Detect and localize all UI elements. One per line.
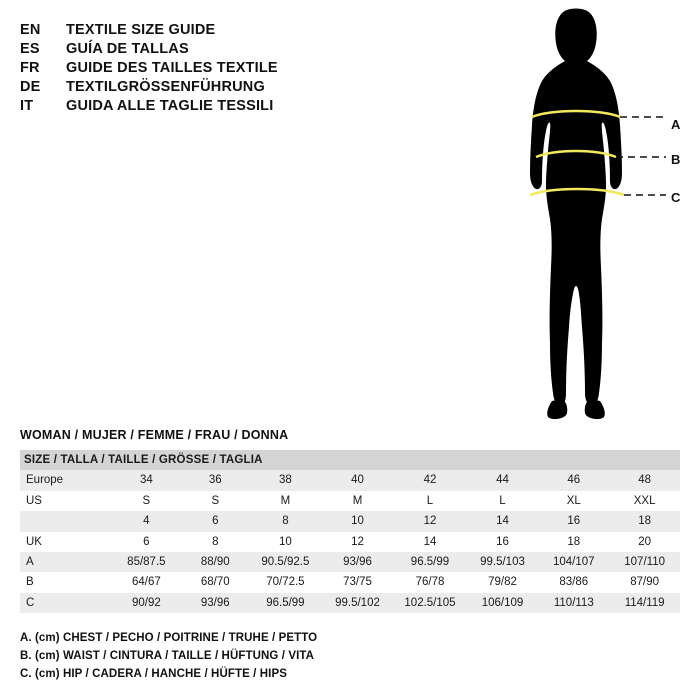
table-cell: 34 — [111, 470, 181, 490]
table-cell: 83/86 — [538, 572, 609, 592]
table-cell: 99.5/103 — [467, 552, 539, 572]
table-row — [20, 552, 680, 572]
measure-label-b: B — [671, 152, 681, 167]
table-cell: 12 — [322, 532, 394, 552]
table-row — [20, 470, 680, 490]
table-cell: 107/110 — [609, 552, 680, 572]
section-title: WOMAN / MUJER / FEMME / FRAU / DONNA — [20, 428, 289, 442]
language-title: GUIDE DES TAILLES TEXTILE — [66, 60, 278, 76]
table-cell: 16 — [538, 511, 609, 531]
table-cell: 99.5/102 — [322, 593, 394, 613]
table-cell: 96.5/99 — [249, 593, 322, 613]
language-row — [20, 41, 340, 57]
table-row — [20, 532, 680, 552]
table-cell: 10 — [322, 511, 394, 531]
female-silhouette-icon — [470, 5, 700, 435]
table-cell: 106/109 — [467, 593, 539, 613]
size-table-section — [20, 428, 680, 613]
table-cell: XXL — [609, 491, 680, 511]
table-cell: 4 — [111, 511, 181, 531]
row-label: C — [20, 593, 111, 613]
table-cell: 38 — [249, 470, 322, 490]
table-cell: S — [181, 491, 249, 511]
table-cell: 20 — [609, 532, 680, 552]
row-label — [20, 511, 111, 531]
table-cell: S — [111, 491, 181, 511]
legend-note-a: A. (cm) CHEST / PECHO / POITRINE / TRUHE / PETTO — [20, 632, 318, 644]
measurement-legend — [20, 632, 680, 686]
language-code: IT — [20, 98, 34, 114]
table-cell: 96.5/99 — [393, 552, 466, 572]
table-cell: 12 — [393, 511, 466, 531]
table-cell: 93/96 — [322, 552, 394, 572]
language-code: DE — [20, 79, 41, 95]
language-title-list — [20, 22, 340, 117]
table-header-label: SIZE / TALLA / TAILLE / GRÖSSE / TAGLIA — [20, 450, 680, 470]
language-code: EN — [20, 22, 41, 38]
table-cell: 40 — [322, 470, 394, 490]
table-cell: 64/67 — [111, 572, 181, 592]
table-cell: 48 — [609, 470, 680, 490]
table-cell: 16 — [467, 532, 539, 552]
table-cell: 6 — [181, 511, 249, 531]
language-row — [20, 60, 340, 76]
row-label: B — [20, 572, 111, 592]
table-cell: 36 — [181, 470, 249, 490]
table-cell: M — [322, 491, 394, 511]
table-cell: 44 — [467, 470, 539, 490]
legend-note-b: B. (cm) WAIST / CINTURA / TAILLE / HÜFTUNG / VITA — [20, 650, 315, 662]
language-row — [20, 98, 340, 114]
table-cell: 8 — [249, 511, 322, 531]
table-cell: 90.5/92.5 — [249, 552, 322, 572]
table-cell: 70/72.5 — [249, 572, 322, 592]
row-label: US — [20, 491, 111, 511]
table-cell: 102.5/105 — [393, 593, 466, 613]
table-row — [20, 491, 680, 511]
table-cell: 18 — [538, 532, 609, 552]
legend-note-c: C. (cm) HIP / CADERA / HANCHE / HÜFTE / HIPS — [20, 668, 288, 680]
table-row — [20, 593, 680, 613]
table-cell: 93/96 — [181, 593, 249, 613]
table-cell: 68/70 — [181, 572, 249, 592]
table-cell: 42 — [393, 470, 466, 490]
language-code: ES — [20, 41, 40, 57]
table-cell: 79/82 — [467, 572, 539, 592]
table-cell: 87/90 — [609, 572, 680, 592]
table-cell: M — [249, 491, 322, 511]
table-cell: 88/90 — [181, 552, 249, 572]
table-cell: XL — [538, 491, 609, 511]
size-table — [20, 450, 680, 613]
language-title: GUÍA DE TALLAS — [66, 41, 189, 57]
table-cell: L — [467, 491, 539, 511]
table-cell: 110/113 — [538, 593, 609, 613]
table-cell: 18 — [609, 511, 680, 531]
row-label: UK — [20, 532, 111, 552]
language-title: TEXTILE SIZE GUIDE — [66, 22, 216, 38]
table-row — [20, 511, 680, 531]
measure-label-c: C — [671, 190, 681, 205]
table-cell: 14 — [467, 511, 539, 531]
table-cell: 90/92 — [111, 593, 181, 613]
table-cell: 8 — [181, 532, 249, 552]
table-row — [20, 572, 680, 592]
table-cell: 14 — [393, 532, 466, 552]
table-cell: 76/78 — [393, 572, 466, 592]
table-cell: 114/119 — [609, 593, 680, 613]
row-label: Europe — [20, 470, 111, 490]
language-title: TEXTILGRÖSSENFÜHRUNG — [66, 79, 265, 95]
table-header-row — [20, 450, 680, 470]
table-cell: 6 — [111, 532, 181, 552]
language-row — [20, 22, 340, 38]
row-label: A — [20, 552, 111, 572]
measure-label-a: A — [671, 117, 681, 132]
language-row — [20, 79, 340, 95]
table-cell: 85/87.5 — [111, 552, 181, 572]
table-cell: L — [393, 491, 466, 511]
language-code: FR — [20, 60, 40, 76]
table-cell: 104/107 — [538, 552, 609, 572]
language-title: GUIDA ALLE TAGLIE TESSILI — [66, 98, 274, 114]
table-cell: 73/75 — [322, 572, 394, 592]
table-cell: 10 — [249, 532, 322, 552]
table-cell: 46 — [538, 470, 609, 490]
measurement-figure — [470, 5, 700, 435]
